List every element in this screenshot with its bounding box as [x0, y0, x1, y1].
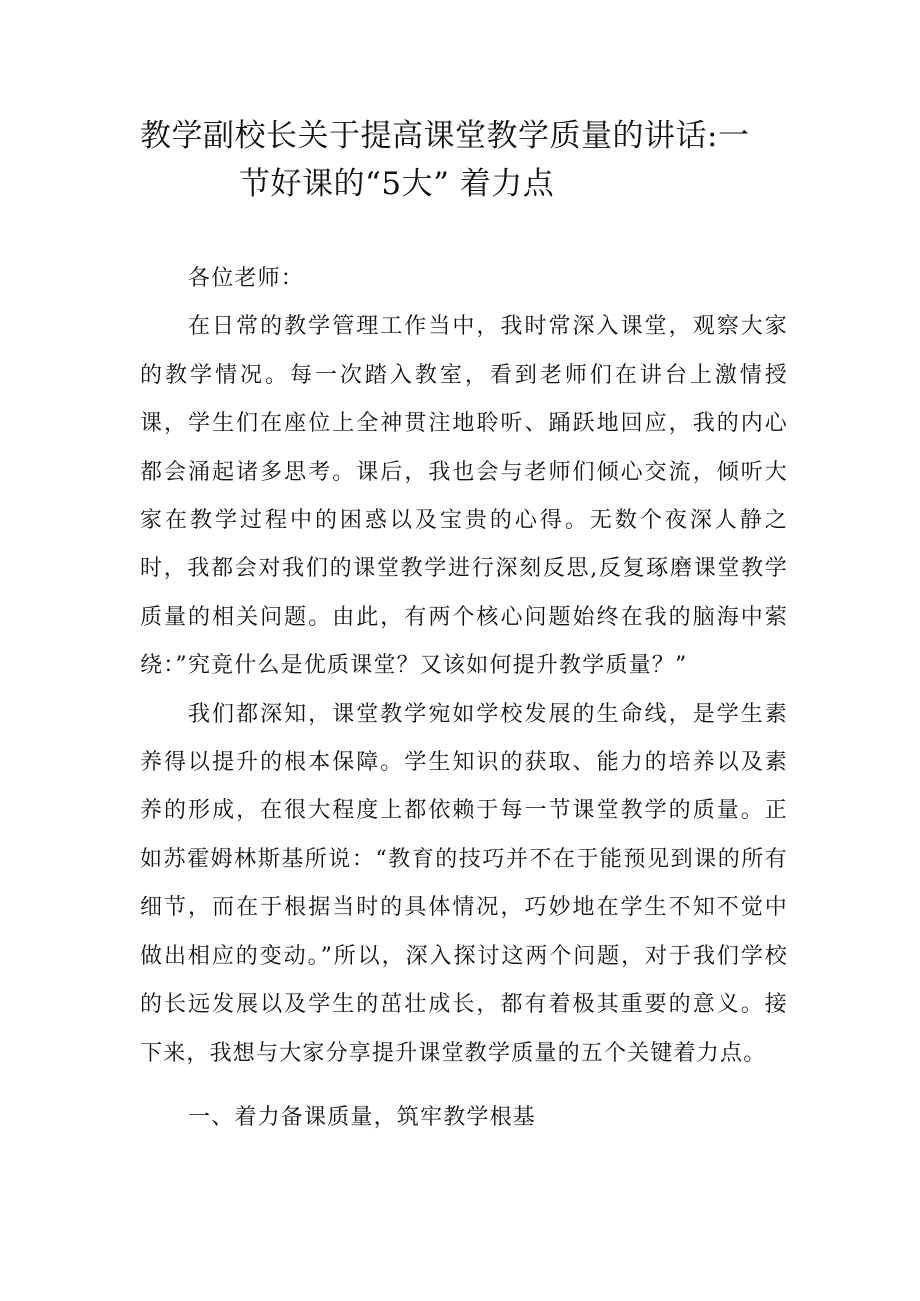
- document-body: [140, 255, 788, 1078]
- paragraph-1: 在日常的教学管理工作当中，我时常深入课堂，观察大家的教学情况。每一次踏入教室，看到老师们在讲台上激情授课，学生们在座位上全神贯注地聆听、踊跃地回应，我的内心都会涌起诸多思考。课后，我也会与老师们倾心交流，倾听大家在教学过程中的困惑以及宝贵的心得。无数个夜深人静之时，我都会对我们的课堂教学进行深刻反思,反复琢磨课堂教学质量的相关问题。由此，有两个核心问题始终在我的脑海中萦绕：”究竟什么是优质课堂？又该如何提升教学质量？”: [140, 314, 788, 679]
- salutation: 各位老师：: [188, 266, 305, 291]
- document-title: [140, 112, 800, 208]
- paragraph-2: 我们都深知，课堂教学宛如学校发展的生命线，是学生素养得以提升的根本保障。学生知识的获取、能力的培养以及素养的形成，在很大程度上都依赖于每一节课堂教学的质量。正如苏霍姆林斯基所说：“教育的技巧并不在于能预见到课的所有细节，而在于根据当时的具体情况，巧妙地在学生不知不觉中做出相应的变动。”所以，深入探讨这两个问题，对于我们学校的长远发展以及学生的茁壮成长，都有着极其重要的意义。接下来，我想与大家分享提升课堂教学质量的五个关键着力点。: [140, 701, 788, 1066]
- title-line-2: 节好课的“5大” 着力点: [239, 166, 555, 202]
- section-heading: 一、着力备课质量，筑牢教学根基: [188, 1105, 537, 1130]
- title-line-1: 教学副校长关于提高课堂教学质量的讲话:一: [140, 118, 750, 154]
